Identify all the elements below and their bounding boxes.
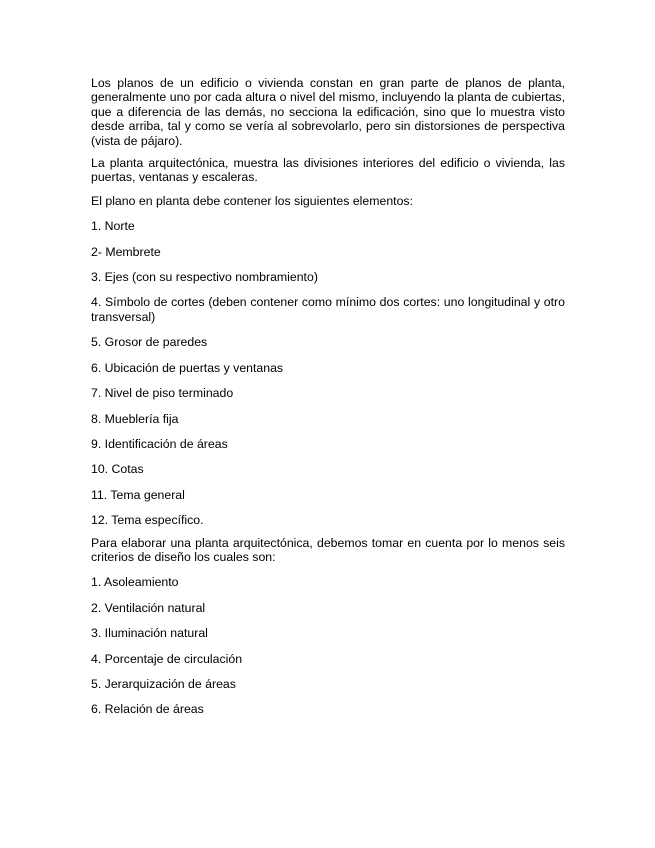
list-item: 6. Ubicación de puertas y ventanas [91, 360, 284, 375]
list-item: 6. Relación de áreas [91, 702, 204, 717]
elements-list [91, 219, 565, 527]
list-item: 1. Asoleamiento [91, 575, 179, 590]
list-item: 4. Porcentaje de circulación [91, 651, 243, 666]
list-item: 3. Iluminación natural [91, 626, 208, 641]
list-item: 5. Grosor de paredes [91, 335, 208, 350]
list-item: 12. Tema específico. [91, 513, 204, 528]
list-item: 4. Símbolo de cortes (deben contener como mínimo dos cortes: uno longitudinal y otro transversal) [91, 295, 565, 324]
criteria-intro: Para elaborar una planta arquitectónica, debemos tomar en cuenta por lo menos seis criterios de diseño los cuales son: [91, 535, 565, 564]
list-item: 7. Nivel de piso terminado [91, 386, 234, 401]
criteria-list [91, 575, 565, 716]
intro-paragraph: Los planos de un edificio o vivienda constan en gran parte de planos de planta, generalmente uno por cada altura o nivel del mismo, incluyendo la planta de cubiertas, que a diferencia de las demás, no secciona la edificación, sino que lo muestra visto desde arriba, tal y como se vería al sobrevolarlo, pero sin distorsiones de perspectiva (vista de pájaro). [91, 76, 565, 148]
list-item: 2- Membrete [91, 244, 161, 259]
list-item: 1. Norte [91, 219, 135, 234]
list-item: 11. Tema general [91, 487, 185, 502]
planta-paragraph: La planta arquitectónica, muestra las divisiones interiores del edificio o vivienda, las puertas, ventanas y escaleras. [91, 156, 565, 185]
document-page [91, 76, 565, 728]
list-item: 3. Ejes (con su respectivo nombramiento) [91, 270, 318, 285]
list-item: 9. Identificación de áreas [91, 436, 228, 451]
list-item: 5. Jerarquización de áreas [91, 676, 236, 691]
list-item: 2. Ventilación natural [91, 600, 206, 615]
list-item: 10. Cotas [91, 462, 144, 477]
elements-intro: El plano en planta debe contener los siguientes elementos: [91, 193, 413, 208]
list-item: 8. Mueblería fija [91, 411, 179, 426]
